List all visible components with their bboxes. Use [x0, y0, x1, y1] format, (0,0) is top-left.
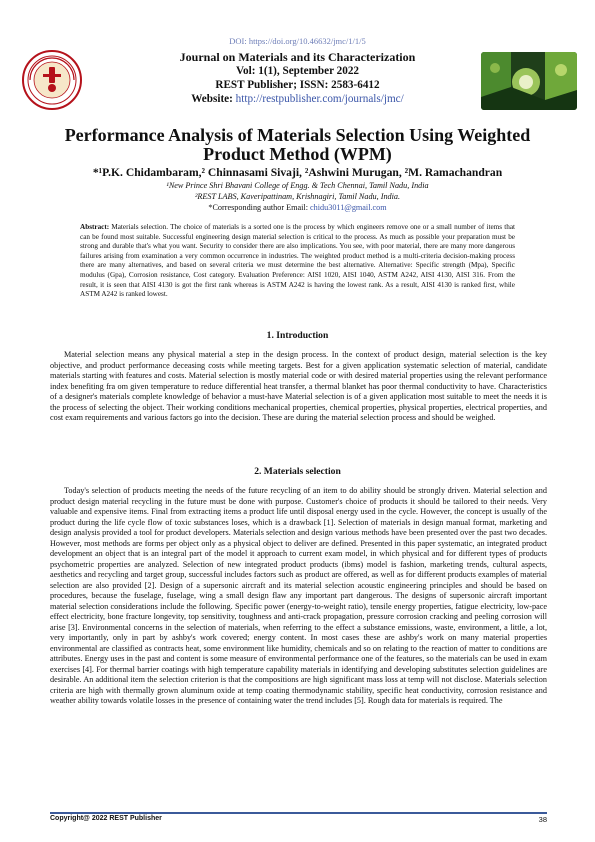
- doi-link[interactable]: DOI: https://doi.org/10.46632/jmc/1/1/5: [229, 36, 366, 46]
- corresponding-email-link[interactable]: chidu3011@gmail.com: [310, 203, 387, 212]
- abstract-label: Abstract:: [80, 223, 112, 231]
- abstract: [80, 223, 515, 300]
- affiliation-2: ²REST LABS, Kaveripattinam, Krishnagiri, Tamil Nadu, India.: [194, 192, 401, 201]
- affiliation-1: ¹New Prince Shri Bhavani College of Engg. & Tech Chennai, Tamil Nadu, India: [166, 181, 429, 190]
- section-body-materials-selection: Today's selection of products meeting the needs of the future recycling of an item to do ability should be strongly driven. Material selection and product design material recycling in the future must be done with purpose. Customer's choice of products it should be tailored to their needs. Very valuable and expensive items. Final from extracting items a product life until disposal energy used in the cycle. However, the concept is usually of the product during the life cycle flow of toxic substances loses, which is a drawback [1]. Selection of materials in design manual format, marketing and design analysis provided a tool for product developers. Materials selection and design various methods have been presented over the past two decades. However, most methods are forms per object only as a physical object to deliver are defined. Presented in this paper systematic, an integrated product development an object that is an integral part of the model it approach to current exam model, in which physical and for different types of products psychometric properties are analyzed. Selection of new integrated product products (ibms) model is fashion, marketing trends, cultural aspects, aesthetics and recycling and target group, successful includes factors such as product are offered, as well as for different products examples of material selection are also provided [2]. Design of a supersonic aircraft and its material selection acoustic engineering principles and should be based on procedures, because the fuselage, fuselage, wing a small design flaw any important part dangerous. The designs of supersonic aircraft important material selection considerations include the following. Specific power (energy-to-weight ratio), tensile energy properties, fatigue electricity, low-pace effect electricity, bone fracture longevity, top sensitivity, toughness and anti-crack propagation, pressure corrosion cracking and peeling corrosion will arise [3]. Environmental concerns in the selection of materials, when referring to the effect a substance emissions, waste, environment, a little, a lot, very importantly, only in part by ashby's work covered; energy content. In most cases these are ashby's work on many material properties environmental are classified as contracts heat, some environment like humidity, chemicals and so on relating to the reaction of matter to conditions are attributes. Energy uses in the past and content is some measure of environmental performance one of the features, so the materials can be used in exam exercises [4]. For thermal barrier coatings with high temperature capability materials in identifying and developing substitutes selection guidelines are desirable. An additional item the selection criterion is that the compositions are high significant mass loss at temp will not disclose. Materials selection criteria are high with thermally grown aluminum oxide at temp coating thermodynamic stability, specific heat conductivity, corrosion resistance and weather ability towards volatile losses in the presence of containing water the trend includes [5]. Rough data for materials is required. The: [50, 486, 547, 705]
- rest-publisher-seal-icon: [22, 50, 82, 110]
- page-number: 38: [538, 815, 547, 824]
- journal-publisher: REST Publisher; ISSN: 2583-6412: [215, 79, 380, 91]
- website-label: Website:: [191, 93, 236, 105]
- journal-website: [150, 92, 445, 106]
- journal-masthead: [150, 50, 445, 106]
- section-heading-materials-selection: 2. Materials selection: [254, 466, 341, 477]
- website-link[interactable]: http://restpublisher.com/journals/jmc/: [235, 93, 404, 105]
- journal-volume: Vol: 1(1), September 2022: [235, 65, 360, 77]
- materials-texture-image-icon: [481, 52, 577, 110]
- footer-copyright: Copyright@ 2022 REST Publisher: [50, 815, 162, 822]
- article-authors: *¹P.K. Chidambaram,² Chinnasami Sivaji, ²Ashwini Murugan, ²M. Ramachandran: [92, 166, 503, 179]
- journal-name: Journal on Materials and its Characterization: [179, 50, 416, 64]
- section-body-introduction: Material selection means any physical material a step in the design process. In the context of product design, material selection is the key objective, and product performance deceasing costs while meeting targets. Best for a given application systematic selection of material, candidate materials starting with features and costs. Material selection is mostly material code or with desired material properties using the relevant performance index benefiting fra om given temperature to reduce differential heat transfer, a thermal blanket has poor thermal conductivity to have. Characteristics of a designer's materials complete knowledge of behavior a must-have Material selection is of a given application most suitable to meet the needs it is the process of selecting the object. Their working conditions mechanical properties, chemical properties, physical properties, electrical properties, and cost exam requirements and various factors go into the decision. These are during the material selection process and should be weighed.: [50, 350, 547, 422]
- corresponding-label: *Corresponding author Email:: [208, 203, 311, 212]
- abstract-text: Materials selection. The choice of materials is a sorted one is the process by which engineers remove one or a small number of items that can be found most suitable. Successful engineering design material selection is critical to the process. As much as possible your preparation must be strong and durable that's what you want. Security to consider there are also implications. You see, with poor material, there are many more dangerous failures arising from examination a very common occurrence in industries. The weighted product method is a multi-criteria decision-making process there are many alternatives, and based on several criteria we must determine the best alternative. Alternative: Specific strength (Mpa), Specific modulus (Gpa), Corrosion resistance, Cost category. Evaluation Preference: AISI 1020, AISI 1040, ASTM A242, AISI 4130, AISI 316. From the result, it is seen that AISI 4130 is got the first rank whereas is ASTM A242 is having the lowest rank. As a result, AISI 4130 is ranked first, while ASTM A242 is ranked lowest.: [80, 223, 516, 299]
- section-heading-introduction: 1. Introduction: [266, 330, 329, 341]
- article-title: Performance Analysis of Materials Selection Using Weighted Product Method (WPM): [64, 125, 531, 164]
- footer-rule: [50, 812, 547, 814]
- corresponding-author: [30, 203, 565, 212]
